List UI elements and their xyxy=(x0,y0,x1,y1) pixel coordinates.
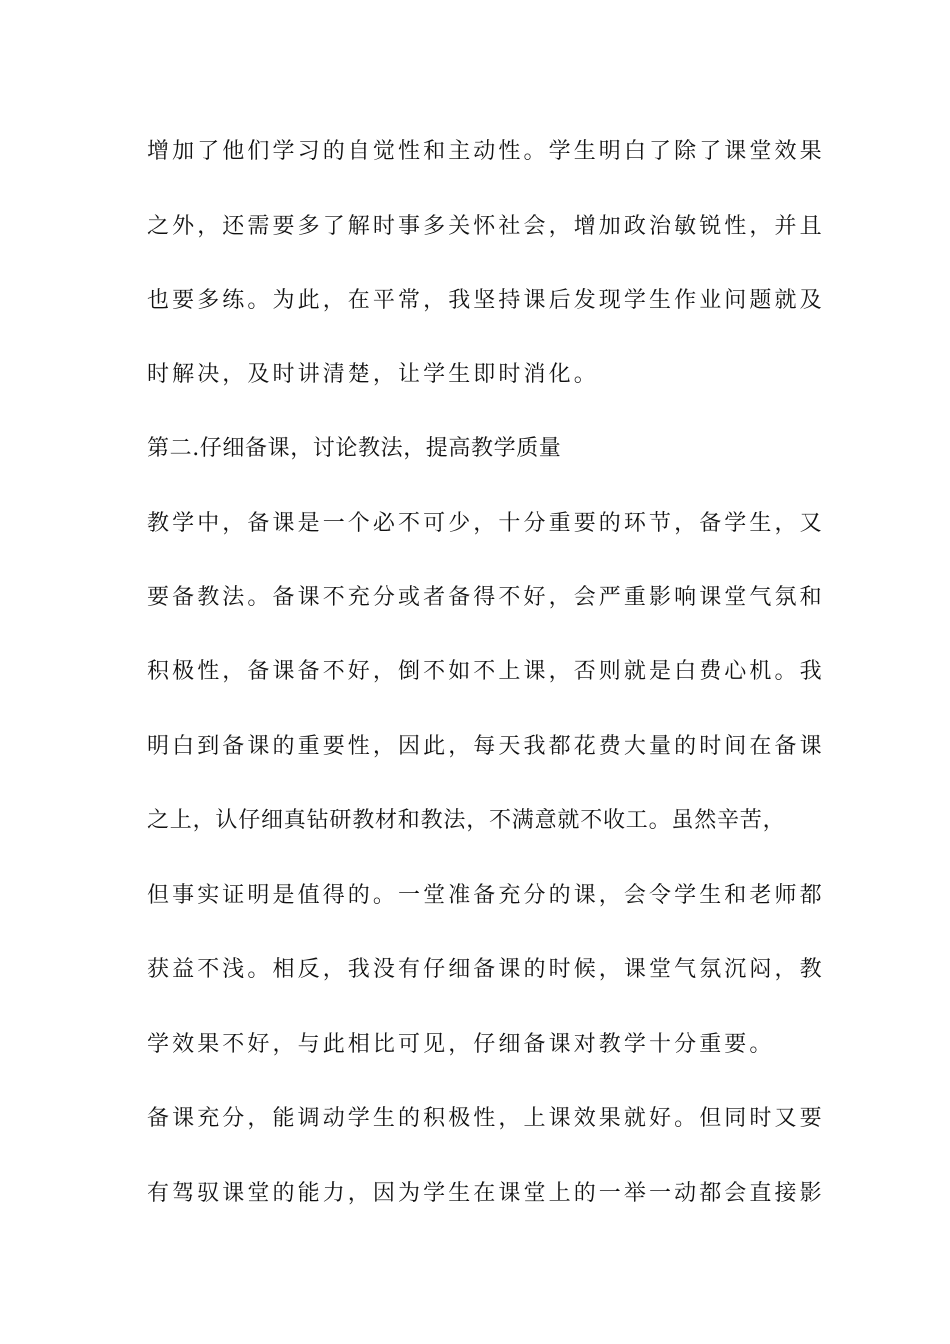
text-line-1: 增加了他们学习的自觉性和主动性。学生明白了除了课堂效果 xyxy=(147,139,825,164)
text-line-15: 有驾驭课堂的能力，因为学生在课堂上的一举一动都会直接影 xyxy=(147,1181,825,1206)
text-line-6: 教学中，备课是一个必不可少，十分重要的环节，备学生，又 xyxy=(147,511,825,536)
text-line-9: 明白到备课的重要性，因此，每天我都花费大量的时间在备课 xyxy=(147,734,825,759)
text-line-12: 获益不浅。相反，我没有仔细备课的时候，课堂气氛沉闷，教 xyxy=(147,957,825,982)
text-line-8: 积极性，备课备不好，倒不如不上课，否则就是白费心机。我 xyxy=(147,659,825,684)
text-line-3: 也要多练。为此，在平常，我坚持课后发现学生作业问题就及 xyxy=(147,288,825,313)
text-line-14: 备课充分，能调动学生的积极性，上课效果就好。但同时又要 xyxy=(147,1106,825,1131)
text-line-7: 要备教法。备课不充分或者备得不好，会严重影响课堂气氛和 xyxy=(147,585,825,610)
section-heading: 第二.仔细备课，讨论教法，提高教学质量 xyxy=(147,436,562,461)
text-line-4: 时解决，及时讲清楚，让学生即时消化。 xyxy=(147,362,599,387)
text-line-10: 之上，认仔细真钻研教材和教法，不满意就不收工。虽然辛苦， xyxy=(147,808,786,833)
text-line-11: 但事实证明是值得的。一堂准备充分的课，会令学生和老师都 xyxy=(147,883,825,908)
text-line-2: 之外，还需要多了解时事多关怀社会，增加政治敏锐性，并且 xyxy=(147,214,825,239)
text-line-13: 学效果不好，与此相比可见，仔细备课对教学十分重要。 xyxy=(147,1032,775,1057)
